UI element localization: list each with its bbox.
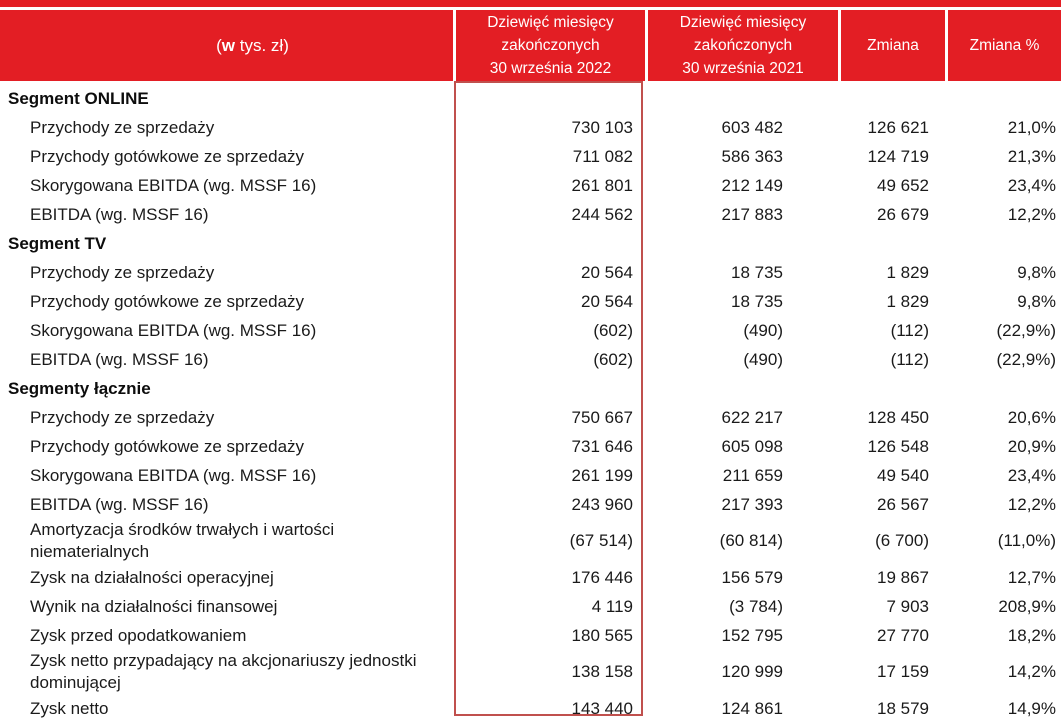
row-label: Segment TV [8,233,107,253]
row-label: EBITDA (wg. MSSF 16) [30,204,209,224]
unit-bold: w [221,36,236,55]
value-change-pct: 12,2% [1007,494,1056,514]
value-2021: 152 795 [721,625,783,645]
value-2021: 156 579 [721,567,783,587]
table-row [0,519,1061,563]
value-2022: 176 446 [571,567,633,587]
row-label: EBITDA (wg. MSSF 16) [30,494,209,514]
value-change: (112) [890,320,929,340]
value-2021: 124 861 [721,698,783,718]
table-row [0,142,1061,171]
value-2022: 4 119 [591,596,633,616]
value-change-pct: 14,9% [1007,698,1056,718]
value-2021: (490) [743,320,783,340]
unit-prefix: ( [216,36,222,55]
col-header-line: 30 września 2021 [682,60,804,77]
value-change: 27 770 [877,625,929,645]
table-row [0,490,1061,519]
row-label: Przychody gotówkowe ze sprzedaży [30,436,305,456]
table-row [0,287,1061,316]
table-row [0,345,1061,374]
row-label: Skorygowana EBITDA (wg. MSSF 16) [30,320,317,340]
value-2021: 18 735 [731,262,783,282]
value-change-pct: 20,9% [1007,436,1056,456]
value-change: 126 548 [867,436,929,456]
col-header-line: zakończonych [501,37,600,54]
value-change-pct: (22,9%) [996,349,1056,369]
value-change: 128 450 [867,407,929,427]
table-row [0,563,1061,592]
section-header-row [0,84,1061,113]
row-label: Zysk na działalności operacyjnej [30,567,274,587]
row-label: Zysk netto przypadający na akcjonariuszy jednostki dominującej [30,651,417,692]
table-row [0,403,1061,432]
value-2022: 180 565 [571,625,633,645]
col-header-period-2021 [645,10,838,81]
value-2021: 212 149 [721,175,783,195]
table-row [0,461,1061,490]
value-change-pct: 18,2% [1007,625,1056,645]
value-change: 49 652 [877,175,929,195]
value-2021: 605 098 [721,436,783,456]
row-label: Amortyzacja środków trwałych i wartości niematerialnych [30,520,335,561]
section-header-row [0,229,1061,258]
col-header-line: zakończonych [693,37,793,54]
value-2021: 18 735 [731,291,783,311]
row-label: Przychody gotówkowe ze sprzedaży [30,146,305,166]
value-2022: 20 564 [581,262,633,282]
row-label: Przychody gotówkowe ze sprzedaży [30,291,305,311]
value-change: 1 829 [886,291,929,311]
value-change-pct: 14,2% [1007,662,1056,681]
value-change-pct: 23,4% [1007,175,1056,195]
row-label: Segmenty łącznie [8,378,151,398]
value-2021: 622 217 [721,407,783,427]
table-header-row [0,10,1061,81]
value-change-pct: 208,9% [998,596,1056,616]
table-row [0,316,1061,345]
value-2022: 711 082 [572,146,633,166]
table-row [0,621,1061,650]
value-2021: (60 814) [719,531,783,550]
table-top-rule [0,0,1061,7]
value-change: 1 829 [886,262,929,282]
value-2022: 138 158 [571,662,633,681]
value-2022: (602) [593,349,633,369]
value-2022: 243 960 [571,494,633,514]
value-change: 126 621 [867,117,929,137]
row-label: Przychody ze sprzedaży [30,262,215,282]
value-change-pct: 12,7% [1007,567,1056,587]
value-change-pct: (22,9%) [996,320,1056,340]
value-change-pct: 9,8% [1017,262,1056,282]
value-change-pct: 21,3% [1007,146,1056,166]
value-change-pct: 12,2% [1007,204,1056,224]
row-label: Wynik na działalności finansowej [30,596,278,616]
col-header-line: Dziewięć miesięcy [487,14,614,31]
value-change-pct: (11,0%) [997,531,1056,550]
table-row [0,113,1061,142]
value-2021: 217 883 [721,204,783,224]
table-row [0,650,1061,694]
value-change: (6 700) [875,531,929,550]
table-row [0,592,1061,621]
value-2022: 261 801 [571,175,633,195]
unit-label [216,34,289,57]
col-header-period-2022 [453,10,645,81]
table-row [0,694,1061,722]
row-label: Zysk netto [30,698,109,718]
col-header-line: 30 września 2022 [489,60,612,77]
value-2022: 244 562 [571,204,633,224]
table-row [0,432,1061,461]
row-label: EBITDA (wg. MSSF 16) [30,349,209,369]
value-change: 26 679 [877,204,929,224]
col-header-line: Zmiana % [969,37,1040,54]
value-change: 49 540 [877,465,929,485]
row-label: Segment ONLINE [8,88,149,108]
value-change: 7 903 [886,596,929,616]
section-header-row [0,374,1061,403]
value-2022: 730 103 [571,117,633,137]
table-row [0,258,1061,287]
value-change: 26 567 [877,494,929,514]
row-label: Przychody ze sprzedaży [30,117,215,137]
row-label: Przychody ze sprzedaży [30,407,215,427]
col-header-line: Dziewięć miesięcy [679,14,807,31]
value-2022: 750 667 [571,407,633,427]
value-change: 18 579 [877,698,929,718]
table-body [0,81,1061,722]
col-header-line: Zmiana [867,37,919,54]
table-row [0,171,1061,200]
value-2021: 217 393 [721,494,783,514]
row-label: Skorygowana EBITDA (wg. MSSF 16) [30,465,317,485]
value-2022: 261 199 [571,465,633,485]
value-2021: (3 784) [729,596,783,616]
value-2022: 731 646 [571,436,633,456]
unit-header-cell [0,10,453,81]
value-change-pct: 21,0% [1007,117,1056,137]
value-change-pct: 9,8% [1017,291,1056,311]
value-2022: 143 440 [571,698,633,718]
value-2021: 120 999 [721,662,783,681]
value-2021: 211 659 [722,465,783,485]
row-label: Skorygowana EBITDA (wg. MSSF 16) [30,175,317,195]
value-2022: (67 514) [569,531,633,550]
value-change: 124 719 [867,146,929,166]
col-header-change [838,10,945,81]
col-header-change-pct [945,10,1061,81]
value-change: 19 867 [877,567,929,587]
value-change: 17 159 [877,662,929,681]
value-2021: 603 482 [721,117,783,137]
value-2021: 586 363 [721,146,783,166]
value-change: (112) [890,349,929,369]
value-2022: (602) [593,320,633,340]
value-change-pct: 20,6% [1007,407,1056,427]
unit-suffix: tys. zł) [235,36,289,55]
table-row [0,200,1061,229]
row-label: Zysk przed opodatkowaniem [30,625,247,645]
value-2021: (490) [743,349,783,369]
value-2022: 20 564 [581,291,633,311]
value-change-pct: 23,4% [1007,465,1056,485]
